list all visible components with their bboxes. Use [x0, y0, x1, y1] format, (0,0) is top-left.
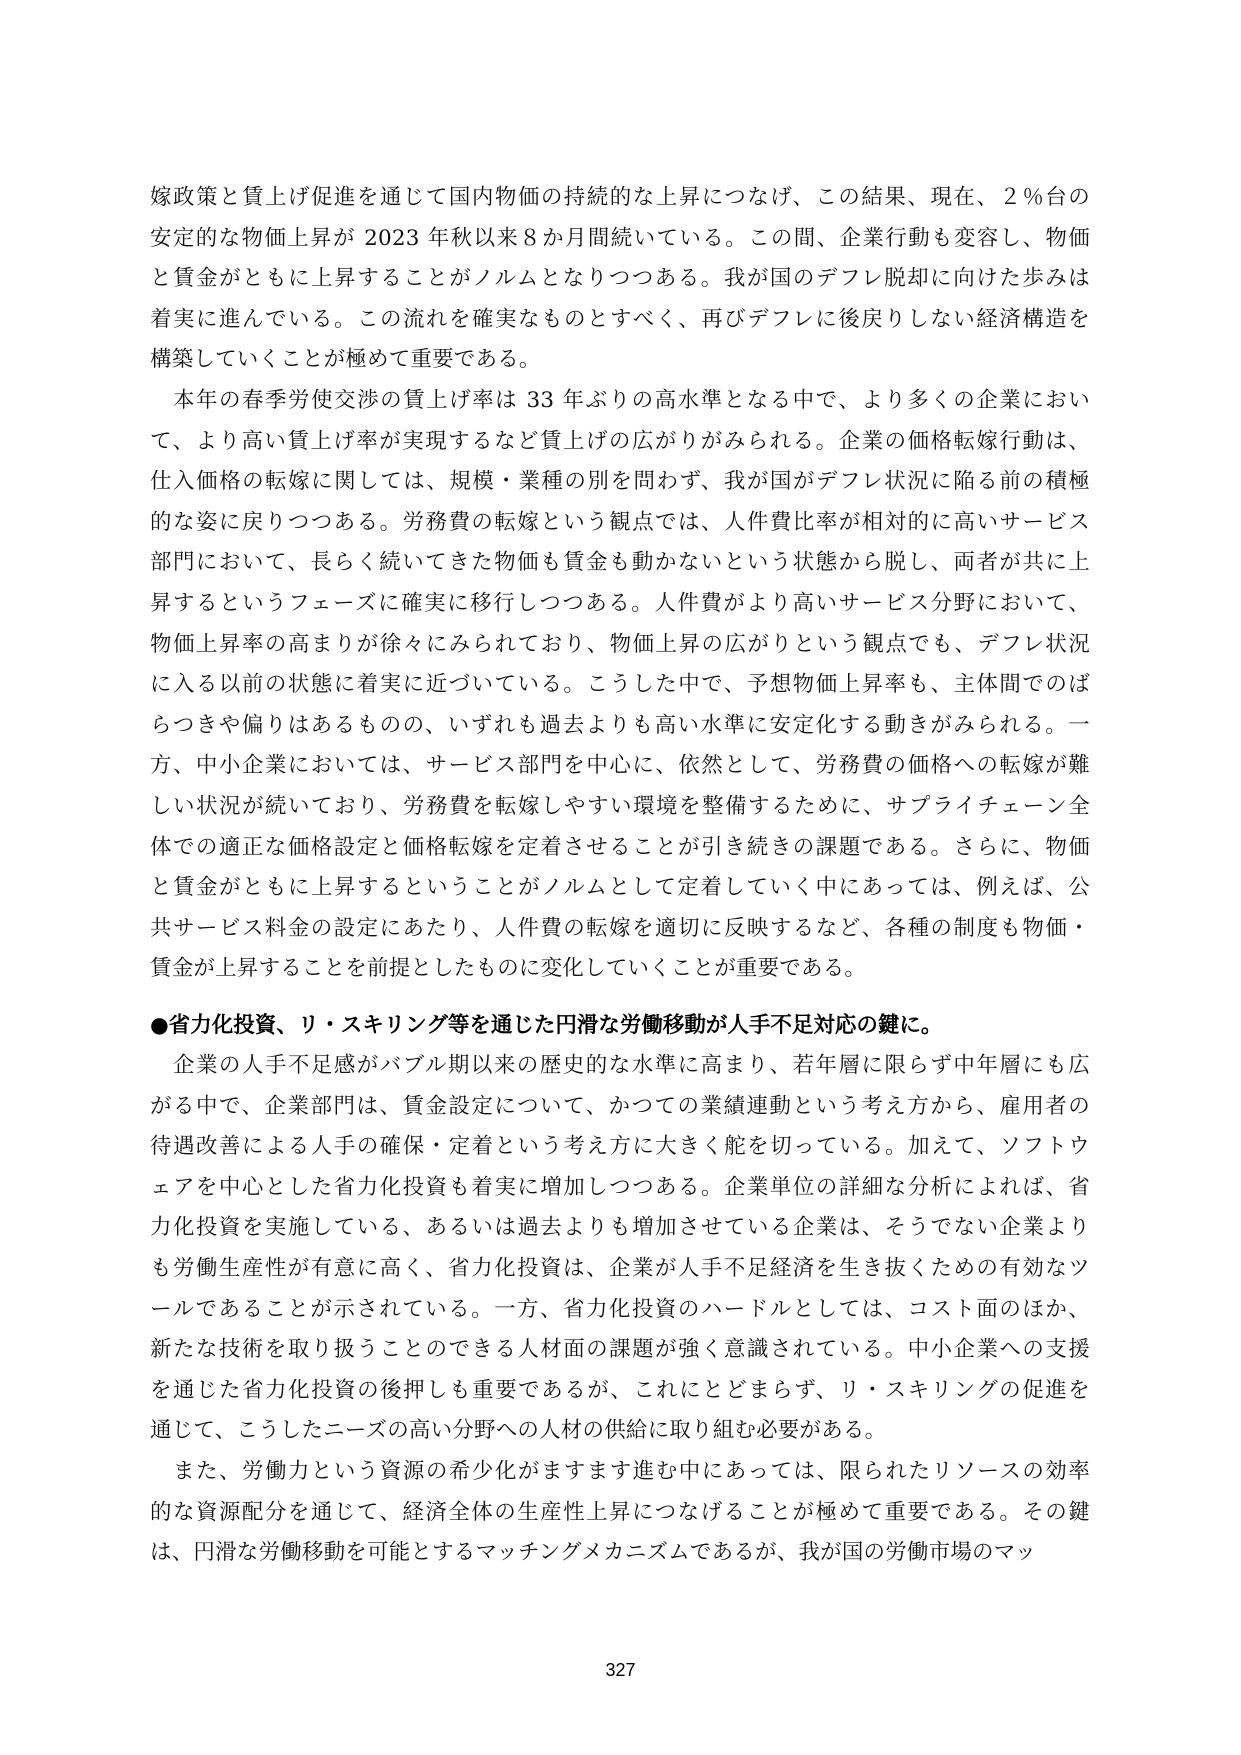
text-line: 力化投資を実施している、あるいは過去よりも増加させている企業は、そうでない企業より — [150, 1215, 1090, 1241]
text-line: 待遇改善による人手の確保・定着という考え方に大きく舵を切っている。加えて、ソフトウ — [150, 1134, 1090, 1160]
text-line: 嫁政策と賃上げ促進を通じて国内物価の持続的な上昇につなげ、この結果、現在、２％台の — [150, 185, 1090, 210]
text-line: らつきや偏りはあるものの、いずれも過去よりも高い水準に安定化する動きがみられる。一 — [150, 712, 1090, 738]
text-line: に入る以前の状態に着実に近づいている。こうした中で、予想物価上昇率も、主体間でのば — [150, 672, 1090, 698]
text-line: がる中で、企業部門は、賃金設定について、かつての業績連動という考え方から、雇用者の — [150, 1093, 1090, 1119]
text-line: 昇するというフェーズに確実に移行しつつある。人件費がより高いサービス分野において、 — [150, 590, 1090, 616]
text-line: 的な姿に戻りつつある。労務費の転嫁という観点では、人件費比率が相対的に高いサービス — [150, 509, 1090, 535]
body-text-section-2 — [150, 1046, 1090, 1574]
text-line: 着実に進んでいる。この流れを確実なものとすべく、再びデフレに後戻りしない経済構造を — [150, 306, 1090, 332]
text-line: と賃金がともに上昇するということがノルムとして定着していく中にあっては、例えば、公 — [150, 875, 1090, 901]
text-line: 企業の人手不足感がバブル期以来の歴史的な水準に高まり、若年層に限らず中年層にも広 — [150, 1053, 1090, 1078]
text-line: ールであることが示されている。一方、省力化投資のハードルとしては、コスト面のほか、 — [150, 1296, 1090, 1322]
text-line: 的な資源配分を通じて、経済全体の生産性上昇につなげることが極めて重要である。その鍵 — [150, 1499, 1090, 1525]
text-line: ェアを中心とした省力化投資も着実に増加しつつある。企業単位の詳細な分析によれば、省 — [150, 1174, 1090, 1200]
page-number: 327 — [605, 1660, 636, 1680]
text-line: も労働生産性が有意に高く、省力化投資は、企業が人手不足経済を生き抜くための有効なツ — [150, 1255, 1090, 1281]
text-line: 通じて、こうしたニーズの高い分野への人材の供給に取り組む必要がある。 — [150, 1418, 887, 1444]
text-line: しい状況が続いており、労務費を転嫁しやすい環境を整備するために、サプライチェーン全 — [150, 793, 1090, 819]
text-line: て、より高い賃上げ率が実現するなど賃上げの広がりがみられる。企業の価格転嫁行動は、 — [150, 428, 1090, 454]
text-line: 体での適正な価格設定と価格転嫁を定着させることが引き続きの課題である。さらに、物価 — [150, 834, 1090, 860]
text-line: と賃金がともに上昇することがノルムとなりつつある。我が国のデフレ脱却に向けた歩みは — [150, 266, 1090, 292]
text-line: 方、中小企業においては、サービス部門を中心に、依然として、労務費の価格への転嫁が難 — [150, 753, 1090, 779]
text-line: 共サービス料金の設定にあたり、人件費の転嫁を適切に反映するなど、各種の制度も物価・ — [150, 915, 1090, 941]
body-text-section-1 — [150, 178, 1090, 990]
text-line: 部門において、長らく続いてきた物価も賃金も動かないという状態から脱し、両者が共に上 — [150, 550, 1090, 576]
text-line: 賃金が上昇することを前提としたものに変化していくことが重要である。 — [150, 956, 867, 982]
text-line: 物価上昇率の高まりが徐々にみられており、物価上昇の広がりという観点でも、デフレ状況 — [150, 631, 1090, 657]
text-line: 構築していくことが極めて重要である。 — [150, 347, 541, 373]
text-line: は、円滑な労働移動を可能とするマッチングメカニズムであるが、我が国の労働市場のマッ — [150, 1540, 1037, 1566]
text-line: 本年の春季労使交渉の賃上げ率は 33 年ぶりの高水準となる中で、より多くの企業におい — [150, 387, 1090, 413]
text-line: 新たな技術を取り扱うことのできる人材面の課題が強く意識されている。中小企業への支援 — [150, 1337, 1090, 1363]
text-line: 安定的な物価上昇が 2023 年秋以来８か月間続いている。この間、企業行動も変容し、物価 — [150, 225, 1090, 251]
text-line: を通じた省力化投資の後押しも重要であるが、これにとどまらず、リ・スキリングの促進を — [150, 1377, 1090, 1403]
section-heading: ●省力化投資、リ・スキリング等を通じた円滑な労働移動が人手不足対応の鍵に。 — [150, 1013, 943, 1038]
text-line: 仕入価格の転嫁に関しては、規模・業種の別を問わず、我が国がデフレ状況に陥る前の積極 — [150, 469, 1090, 495]
text-line: また、労働力という資源の希少化がますます進む中にあっては、限られたリソースの効率 — [150, 1458, 1090, 1484]
